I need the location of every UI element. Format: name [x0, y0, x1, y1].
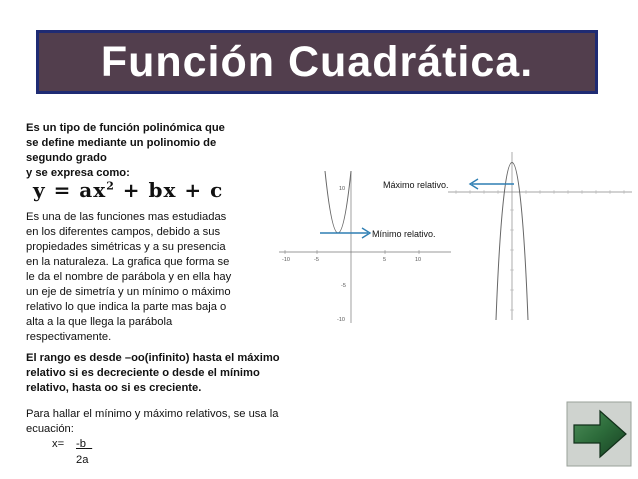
vertex-denominator: 2a — [76, 454, 89, 466]
x-tick-label: -5 — [314, 257, 319, 263]
equation-paragraph — [26, 407, 278, 437]
minimum-arrow-icon — [318, 226, 378, 240]
body-line: relativo lo que indica la parte mas baja o — [26, 301, 227, 313]
vertex-numerator: -b — [76, 438, 86, 450]
equation-line: ecuación: — [26, 423, 74, 435]
maximum-label: Máximo relativo. — [383, 180, 449, 190]
formula-lhs: y = ax — [33, 178, 107, 202]
y-tick-label: -10 — [337, 317, 345, 323]
maximum-arrow-icon — [466, 177, 516, 191]
y-tick-label: 10 — [339, 186, 346, 192]
intro-text — [26, 121, 225, 181]
body-line: Es una de las funciones mas estudiadas — [26, 211, 227, 223]
y-tick-label: -5 — [341, 283, 346, 289]
body-line: alta a la que llega la parábola — [26, 316, 173, 328]
body-line: respectivamente. — [26, 331, 112, 343]
body-line: le da el nombre de parábola y en ella hay — [26, 271, 232, 283]
range-line: El rango es desde –oo(infinito) hasta el máximo — [26, 352, 280, 364]
body-line: en los diferentes campos, debido a sus — [26, 226, 221, 238]
formula-exponent: 2 — [106, 179, 115, 193]
formula-rhs: + bx + c — [114, 178, 224, 202]
description-paragraph — [26, 210, 231, 345]
parabola-curve — [325, 171, 351, 233]
range-line: relativo, hasta oo si es creciente. — [26, 382, 202, 394]
quadratic-formula — [33, 178, 223, 202]
vertex-equation-lhs: x= — [52, 438, 65, 450]
title-banner — [36, 30, 598, 94]
parabola-maximum-graph — [448, 150, 633, 322]
body-line: un eje de simetría y un mínimo o máximo — [26, 286, 231, 298]
intro-line: se define mediante un polinomio de — [26, 137, 217, 149]
body-line: propiedades simétricas y a su presencia — [26, 241, 226, 253]
page-title: Función Cuadrática. — [100, 37, 534, 86]
range-line: relativo si es decreciente o desde el mínimo — [26, 367, 260, 379]
equation-line: Para hallar el mínimo y máximo relativos, se usa la — [26, 408, 279, 420]
x-tick-label: 5 — [383, 257, 387, 263]
minimum-label: Mínimo relativo. — [372, 229, 436, 239]
intro-line: segundo grado — [26, 152, 107, 164]
body-line: en la naturaleza. La grafica que forma se — [26, 256, 230, 268]
x-tick-label: 10 — [415, 257, 422, 263]
range-paragraph — [26, 351, 280, 396]
x-tick-label: -10 — [282, 257, 290, 263]
next-slide-button[interactable] — [566, 401, 632, 467]
intro-line: Es un tipo de función polinómica que — [26, 122, 225, 134]
intro-line: y se expresa como: — [26, 167, 130, 179]
